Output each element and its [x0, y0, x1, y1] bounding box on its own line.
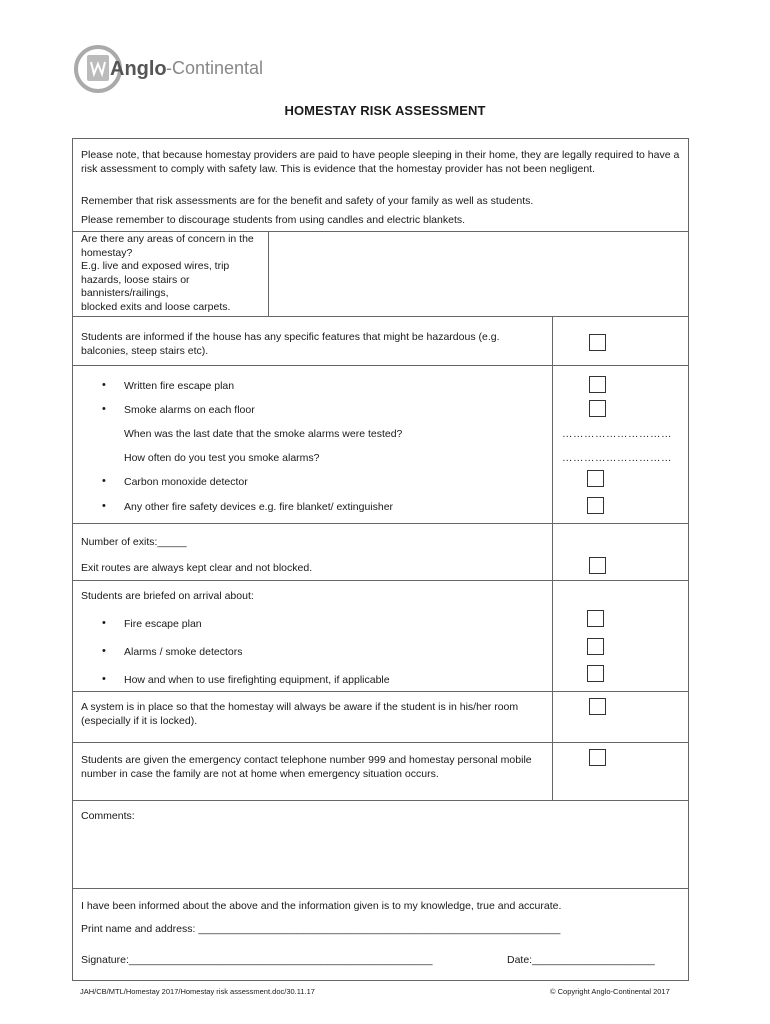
briefing-alarms-checkbox[interactable] — [587, 638, 604, 655]
smoke-alarms-text: Smoke alarms on each floor — [124, 404, 255, 416]
bullet-icon: • — [102, 617, 106, 629]
row-divider — [72, 800, 689, 801]
column-divider — [552, 316, 553, 800]
row-divider — [72, 231, 689, 232]
briefing-firefighting-checkbox[interactable] — [587, 665, 604, 682]
comments-field[interactable] — [74, 826, 687, 886]
how-often-answer[interactable]: ………………………… — [562, 452, 672, 464]
concerns-answer-field[interactable] — [270, 233, 687, 314]
logo-brand-bold: Anglo — [110, 58, 167, 80]
bullet-icon: • — [102, 475, 106, 487]
exits-clear-text: Exit routes are always kept clear and not blocked. — [81, 562, 313, 574]
comments-label: Comments: — [81, 810, 135, 822]
intro-candles-note: Please remember to discourage students from using candles and electric blankets. — [81, 214, 466, 226]
copyright-notice: © Copyright Anglo-Continental 2017 — [550, 987, 670, 996]
fire-escape-plan-checkbox[interactable] — [589, 376, 606, 393]
bullet-icon: • — [102, 379, 106, 391]
declaration-statement: I have been informed about the above and the information given is to my knowledge, true and accurate. — [81, 900, 562, 912]
co-detector-checkbox[interactable] — [587, 470, 604, 487]
page-title: HOMESTAY RISK ASSESSMENT — [284, 103, 486, 118]
bullet-icon: • — [102, 403, 106, 415]
how-often-question: How often do you test you smoke alarms? — [124, 452, 320, 464]
bullet-icon: • — [102, 645, 106, 657]
intro-benefit-note: Remember that risk assessments are for the benefit and safety of your family as well as students. — [81, 195, 534, 207]
hazard-features-text: Students are informed if the house has any specific features that might be hazardous (e.g. balconies, steep stairs etc). — [81, 331, 500, 357]
row-divider — [72, 580, 689, 581]
row-divider — [72, 888, 689, 889]
print-name-address-field[interactable]: Print name and address: ______________________________________________________________ — [81, 923, 561, 935]
concerns-question: Are there any areas of concern in the homestay? E.g. live and exposed wires, trip hazards, loose stairs or bannisters/railings, blocked exits and loose carpets. — [81, 233, 254, 313]
student-presence-system-text: A system is in place so that the homestay will always be aware if the student is in his/her room (especially if it is locked). — [81, 701, 519, 727]
number-of-exits-field[interactable]: Number of exits:_____ — [81, 536, 187, 548]
other-devices-checkbox[interactable] — [587, 497, 604, 514]
last-tested-question: When was the last date that the smoke alarms were tested? — [124, 428, 403, 440]
emergency-contact-text: Students are given the emergency contact telephone number 999 and homestay personal mobile number in case the family are not at home when emergency situation occurs. — [81, 754, 532, 780]
briefing-intro: Students are briefed on arrival about: — [81, 590, 254, 602]
emergency-contact-checkbox[interactable] — [589, 749, 606, 766]
bullet-icon: • — [102, 500, 106, 512]
logo-brand-light: -Continental — [166, 58, 264, 78]
briefing-item: Alarms / smoke detectors — [124, 646, 243, 658]
intro-legal-note: Please note, that because homestay providers are paid to have people sleeping in their home, they are legally required to have a risk assessment to comply with safety law. This is evidence that the homestay provider has not been negligent. — [81, 149, 680, 175]
other-devices-text: Any other fire safety devices e.g. fire blanket/ extinguisher — [124, 501, 394, 513]
document-reference: JAH/CB/MTL/Homestay 2017/Homestay risk assessment.doc/30.11.17 — [80, 987, 315, 996]
signature-field[interactable]: Signature:____________________________________________________ — [81, 954, 433, 966]
student-presence-system-checkbox[interactable] — [589, 698, 606, 715]
date-field[interactable]: Date:_____________________ — [507, 954, 655, 966]
briefing-fire-plan-checkbox[interactable] — [587, 610, 604, 627]
smoke-alarms-checkbox[interactable] — [589, 400, 606, 417]
last-tested-answer[interactable]: ………………………… — [562, 428, 672, 440]
bullet-icon: • — [102, 673, 106, 685]
fire-escape-plan-text: Written fire escape plan — [124, 380, 235, 392]
hazard-features-checkbox[interactable] — [589, 334, 606, 351]
row-divider — [72, 691, 689, 692]
co-detector-text: Carbon monoxide detector — [124, 476, 248, 488]
row-divider — [72, 742, 689, 743]
row-divider — [72, 316, 689, 317]
column-divider — [268, 231, 269, 316]
briefing-item: Fire escape plan — [124, 618, 202, 630]
briefing-item: How and when to use firefighting equipment, if applicable — [124, 674, 390, 686]
row-divider — [72, 365, 689, 366]
exits-clear-checkbox[interactable] — [589, 557, 606, 574]
anglo-continental-logo — [74, 40, 264, 100]
row-divider — [72, 523, 689, 524]
